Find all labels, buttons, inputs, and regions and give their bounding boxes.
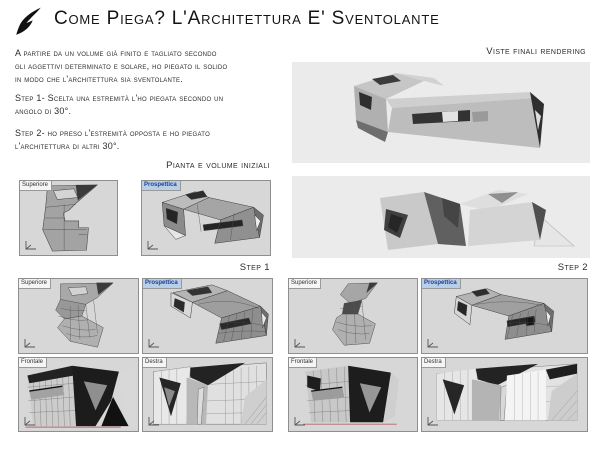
axis-gizmo-icon bbox=[425, 337, 440, 350]
section-label-initial: Pianta e volume iniziali bbox=[166, 160, 270, 171]
step1-paragraph-line: Step 1- Scelta una estremità l'ho piegata secondo un bbox=[15, 93, 224, 103]
step2-top-drawing bbox=[289, 279, 417, 353]
viewport-tab-frontale: Frontale bbox=[289, 358, 317, 368]
step1-paragraph-line: angolo di 30°. bbox=[15, 106, 72, 116]
viewport-step1-top bbox=[18, 278, 139, 354]
viewport-tab-superiore: Superiore bbox=[20, 181, 52, 191]
intro-line: gli aggettivi determinato e solare, ho piegato il solido bbox=[15, 61, 228, 71]
axis-gizmo-icon bbox=[425, 415, 440, 428]
viewport-step1-front bbox=[18, 357, 139, 432]
axis-gizmo-icon bbox=[23, 239, 38, 252]
viewport-step2-front bbox=[288, 357, 418, 432]
initial-perspective-drawing bbox=[142, 181, 270, 255]
page-title: Come Piega? L'Architettura E' Sventolante bbox=[54, 8, 440, 29]
section-label-renders: Viste finali rendering bbox=[486, 46, 586, 57]
section-label-step1: Step 1 bbox=[239, 262, 270, 273]
section-label-step2: Step 2 bbox=[557, 262, 588, 273]
viewport-tab-destra: Destra bbox=[422, 358, 446, 368]
viewport-tab-superiore: Superiore bbox=[19, 279, 51, 289]
step1-right-drawing bbox=[143, 358, 272, 431]
viewport-step2-right bbox=[421, 357, 588, 432]
axis-gizmo-icon bbox=[22, 415, 37, 428]
step2-front-drawing bbox=[289, 358, 417, 431]
intro-text-block bbox=[15, 47, 227, 153]
viewport-tab-superiore: Superiore bbox=[289, 279, 321, 289]
step2-right-drawing bbox=[422, 358, 587, 431]
render-final-2-image bbox=[292, 176, 590, 258]
render-final-1 bbox=[292, 62, 590, 163]
render-final-2 bbox=[292, 176, 590, 258]
step2-perspective-drawing bbox=[422, 279, 587, 353]
viewport-step2-top bbox=[288, 278, 418, 354]
viewport-step2-perspective bbox=[421, 278, 588, 354]
axis-gizmo-icon bbox=[292, 337, 307, 350]
step2-paragraph-line: Step 2- ho preso l'estremità opposta e ho piegato bbox=[15, 128, 211, 138]
axis-gizmo-icon bbox=[146, 415, 161, 428]
viewport-initial-perspective bbox=[141, 180, 271, 256]
intro-line: A partire da un volume già finito e tagliato secondo bbox=[15, 48, 217, 58]
viewport-step1-perspective bbox=[142, 278, 273, 354]
axis-gizmo-icon bbox=[146, 337, 161, 350]
viewport-step1-right bbox=[142, 357, 273, 432]
axis-gizmo-icon bbox=[292, 415, 307, 428]
intro-line: in modo che l'architettura sia sventolante. bbox=[15, 74, 184, 84]
viewport-tab-frontale: Frontale bbox=[19, 358, 47, 368]
render-final-1-image bbox=[292, 62, 590, 163]
viewport-tab-prospettica: Prospettica bbox=[143, 279, 182, 289]
viewport-tab-prospettica: Prospettica bbox=[142, 181, 181, 191]
axis-gizmo-icon bbox=[22, 337, 37, 350]
bird-logo-icon bbox=[13, 6, 45, 38]
step1-perspective-drawing bbox=[143, 279, 272, 353]
viewport-initial-top bbox=[19, 180, 118, 256]
viewport-tab-prospettica: Prospettica bbox=[422, 279, 461, 289]
axis-gizmo-icon bbox=[145, 239, 160, 252]
step2-paragraph-line: l'architettura di altri 30°. bbox=[15, 141, 120, 151]
viewport-tab-destra: Destra bbox=[143, 358, 167, 368]
